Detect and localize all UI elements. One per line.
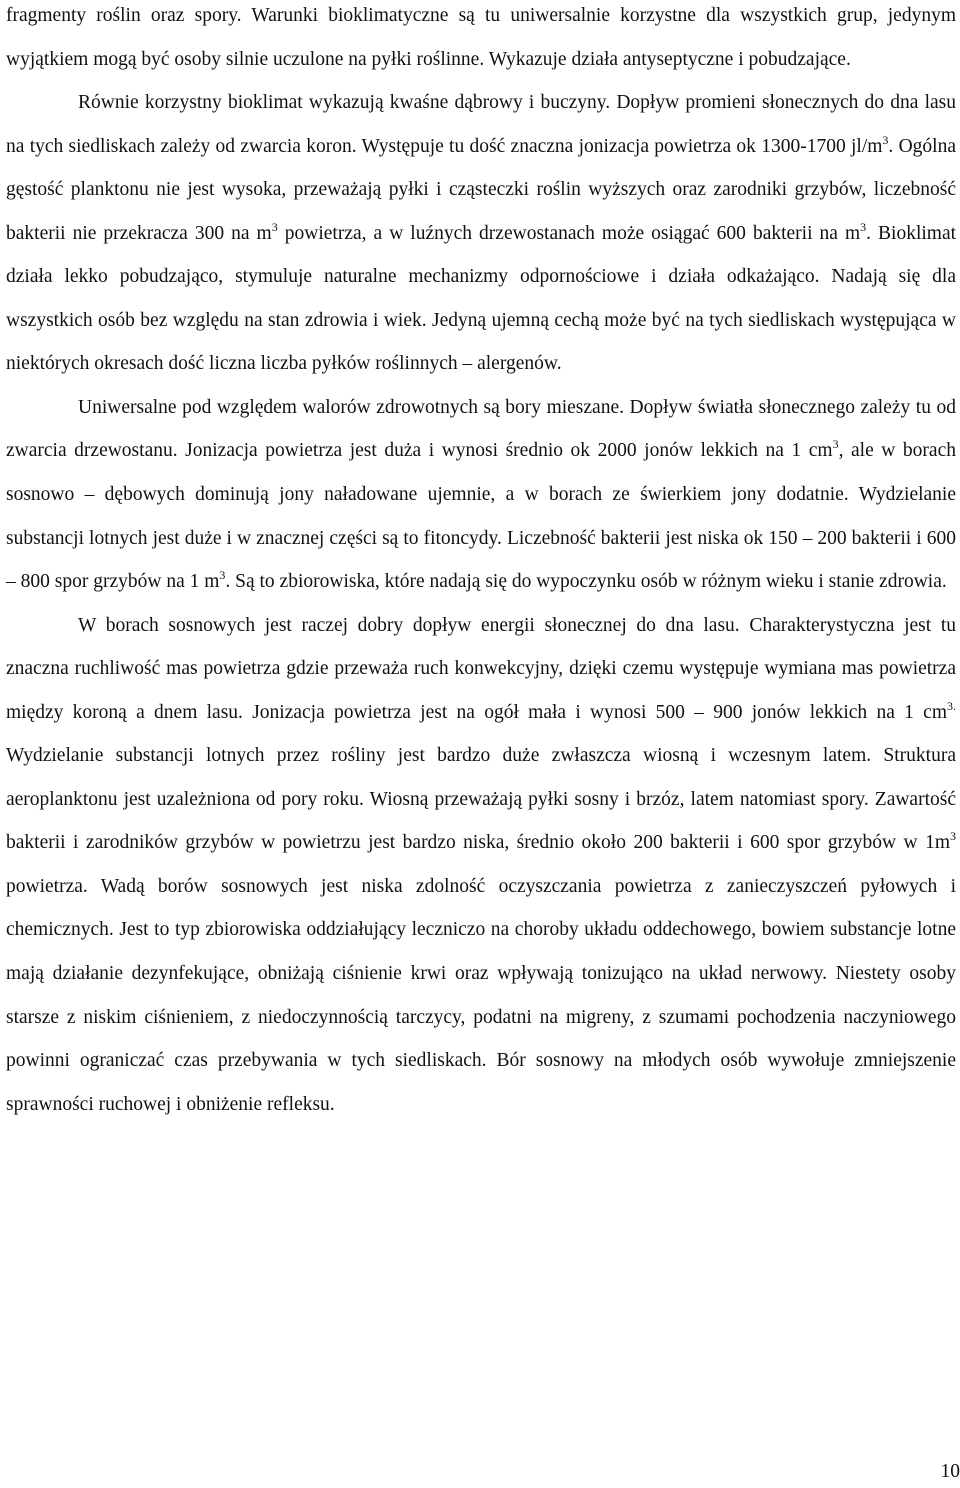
superscript: 3 xyxy=(832,437,839,452)
superscript: 3 xyxy=(219,568,226,583)
page-number: 10 xyxy=(940,1461,960,1482)
text-run: . Ogólna gęstość planktonu nie jest wysoka, przeważają pyłki i cząsteczki roślin wyższych oraz zarodniki grzybów, liczebność bakterii nie przekracza 300 na m xyxy=(6,135,956,244)
superscript: 3 xyxy=(271,219,278,234)
paragraph-2 xyxy=(6,81,956,386)
paragraph-3 xyxy=(6,386,956,604)
text-run: Równie korzystny bioklimat wykazują kwaśne dąbrowy i buczyny. Dopływ promieni słonecznych do dna lasu na tych siedliskach zależy od zwarcia koron. Występuje tu dość znaczna jonizacja powietrza ok 1300-1700 jl/m xyxy=(6,92,956,157)
superscript: 3 xyxy=(882,132,889,147)
text-run: fragmenty roślin oraz spory. Warunki bioklimatyczne są tu uniwersalnie korzystne dla wszystkich grup, jedynym wyjątkiem mogą być osoby silnie uczulone na pyłki roślinne. Wykazuje działa antyseptyczne i pobudzające. xyxy=(6,5,956,70)
paragraph-4 xyxy=(6,604,956,1127)
text-run: Uniwersalne pod względem walorów zdrowotnych są bory mieszane. Dopływ światła słonecznego zależy tu od zwarcia drzewostanu. Jonizacja powietrza jest duża i wynosi średnio ok 2000 jonów lekkich na 1 cm xyxy=(6,396,956,462)
superscript: 3 xyxy=(860,219,867,234)
text-run: powietrza. Wadą borów sosnowych jest niska zdolność oczyszczania powietrza z zanieczyszczeń pyłowych i chemicznych. Jest to typ zbiorowiska oddziałujący leczniczo na choroby układu oddechowego, bowiem substancje lotne mają działanie dezynfekujące, obniżają ciśnienie krwi oraz wpływają tonizująco na układ nerwowy. Niestety osoby starsze z niskim ciśnieniem, z niedoczynnością tarczycy, podatni na migreny, z szumami pochodzenia naczyniowego powinni ograniczać czas przebywania w tych siedliskach. Bór sosnowy na młodych osób wywołuje zmniejszenie sprawności ruchowej i obniżenie refleksu. xyxy=(6,875,956,1115)
text-run: Wydzielanie substancji lotnych przez rośliny jest bardzo duże zwłaszcza wiosną i wczesnym latem. Struktura aeroplanktonu jest uzależniona od pory roku. Wiosną przeważają pyłki sosny i brzóz, latem natomiast spory. Zawartość bakterii i zarodników grzybów w powietrzu jest bardzo niska, średnio około 200 bakterii i 600 spor grzybów w 1m xyxy=(6,745,956,854)
superscript: 3. xyxy=(947,698,956,713)
text-run: powietrza, a w luźnych drzewostanach może osiągać 600 bakterii na m xyxy=(277,222,861,244)
text-run: . Są to zbiorowiska, które nadają się do wypoczynku osób w różnym wieku i stanie zdrowia. xyxy=(225,571,947,593)
text-run: W borach sosnowych jest raczej dobry dopływ energii słonecznej do dna lasu. Charakterystyczna jest tu znaczna ruchliwość mas powietrza gdzie przeważa ruch konwekcyjny, dzięki czemu występuje wymiana mas powietrza między koroną a dnem lasu. Jonizacja powietrza jest na ogół mała i wynosi 500 – 900 jonów lekkich na 1 cm xyxy=(6,614,956,723)
superscript: 3 xyxy=(950,829,956,844)
text-run: , ale w borach sosnowo – dębowych dominują jony naładowane ujemnie, a w borach ze świerkiem jony dodatnie. Wydzielanie substancji lotnych jest duże i w znacznej części są to fitoncydy. Liczebność bakterii jest niska ok 150 – 200 bakterii i 600 – 800 spor grzybów na 1 m xyxy=(6,440,956,593)
paragraph-1 xyxy=(6,0,956,81)
document-page xyxy=(6,0,956,1126)
text-run: . Bioklimat działa lekko pobudzająco, stymuluje naturalne mechanizmy odpornościowe i działa odkażająco. Nadają się dla wszystkich osób bez względu na stan zdrowia i wiek. Jedyną ujemną cechą może być na tych siedliskach występująca w niektórych okresach dość liczna liczba pyłków roślinnych – alergenów. xyxy=(6,222,957,375)
